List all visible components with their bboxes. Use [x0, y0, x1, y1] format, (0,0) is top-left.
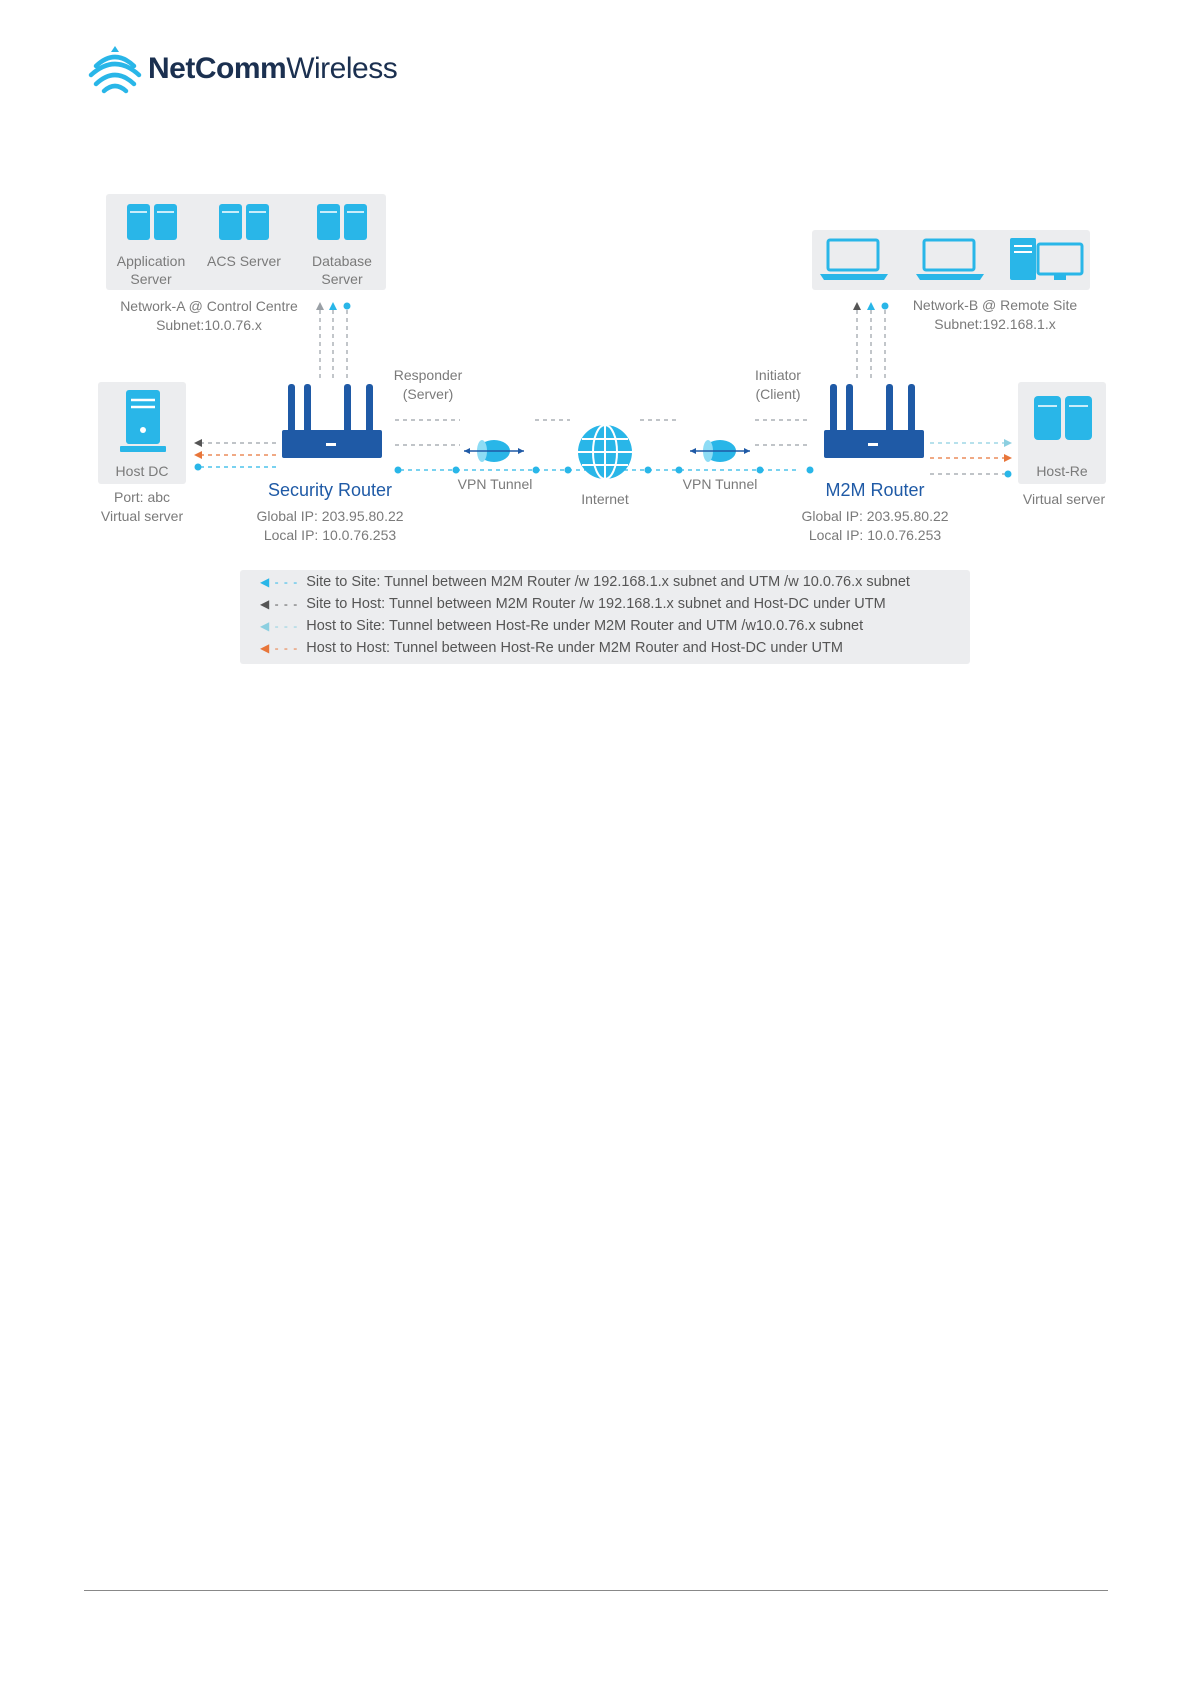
legend-panel	[240, 570, 970, 664]
network-a-caption: Network-A @ Control Centre	[120, 298, 298, 314]
globe-icon	[575, 422, 635, 482]
legend-marker: ◀ - - -	[260, 575, 299, 589]
legend-item-host-to-site	[260, 618, 863, 634]
network-b-subnet: Subnet:192.168.1.x	[934, 316, 1056, 332]
security-router-local-ip: Local IP: 10.0.76.253	[263, 527, 397, 543]
network-b-caption: Network-B @ Remote Site	[912, 297, 1078, 313]
legend-marker: ◀ - - -	[260, 641, 299, 655]
security-router-icon	[280, 380, 384, 476]
legend-marker: ◀ - - -	[260, 619, 299, 633]
host-re-label: Host-Re	[1036, 463, 1088, 479]
m2m-router-name: M2M Router	[825, 480, 925, 500]
host-dc-label: Host DC	[115, 463, 169, 479]
vpn-tunnel-icon	[462, 436, 526, 466]
security-router-name: Security Router	[267, 480, 393, 500]
legend-text: Site to Host: Tunnel between M2M Router /w 192.168.1.x subnet and Host-DC under UTM	[306, 596, 886, 612]
brand-name-bold: NetComm	[148, 52, 287, 85]
vpn-tunnel-icon	[688, 436, 752, 466]
brand-name-light: Wireless	[286, 52, 398, 85]
m2m-router-role: Initiator	[755, 367, 801, 383]
m2m-router-icon	[822, 380, 926, 476]
legend-item-host-to-host	[260, 640, 843, 656]
database-server-label: Database Server	[312, 253, 372, 287]
m2m-router-global-ip: Global IP: 203.95.80.22	[801, 508, 949, 524]
security-router-role: Responder	[393, 367, 463, 383]
legend-marker: ◀ - - -	[260, 597, 299, 611]
legend-text: Site to Site: Tunnel between M2M Router /w 192.168.1.x subnet and UTM /w 10.0.76.x subnet	[306, 574, 910, 590]
legend-text: Host to Site: Tunnel between Host-Re under M2M Router and UTM /w10.0.76.x subnet	[306, 618, 864, 634]
security-router-role-sub: (Server)	[402, 386, 454, 402]
legend-item-site-to-host	[260, 596, 886, 612]
legend-item-site-to-site	[260, 574, 910, 590]
vpn-tunnel-right-label: VPN Tunnel	[682, 476, 758, 492]
application-server-label: Application Server	[116, 253, 186, 287]
m2m-router-role-sub: (Client)	[755, 386, 801, 402]
host-re-virtual-server: Virtual server	[1022, 491, 1106, 507]
vpn-tunnel-left-label: VPN Tunnel	[457, 476, 533, 492]
security-router-global-ip: Global IP: 203.95.80.22	[256, 508, 404, 524]
network-a-subnet: Subnet:10.0.76.x	[156, 317, 262, 333]
host-dc-virtual-server: Virtual server	[100, 508, 184, 524]
legend-text: Host to Host: Tunnel between Host-Re under M2M Router and Host-DC under UTM	[306, 640, 843, 656]
acs-server-label: ACS Server	[207, 253, 281, 269]
footer-divider	[84, 1590, 1108, 1591]
host-dc-port: Port: abc	[113, 489, 171, 505]
internet-label: Internet	[581, 491, 629, 507]
m2m-router-local-ip: Local IP: 10.0.76.253	[808, 527, 942, 543]
